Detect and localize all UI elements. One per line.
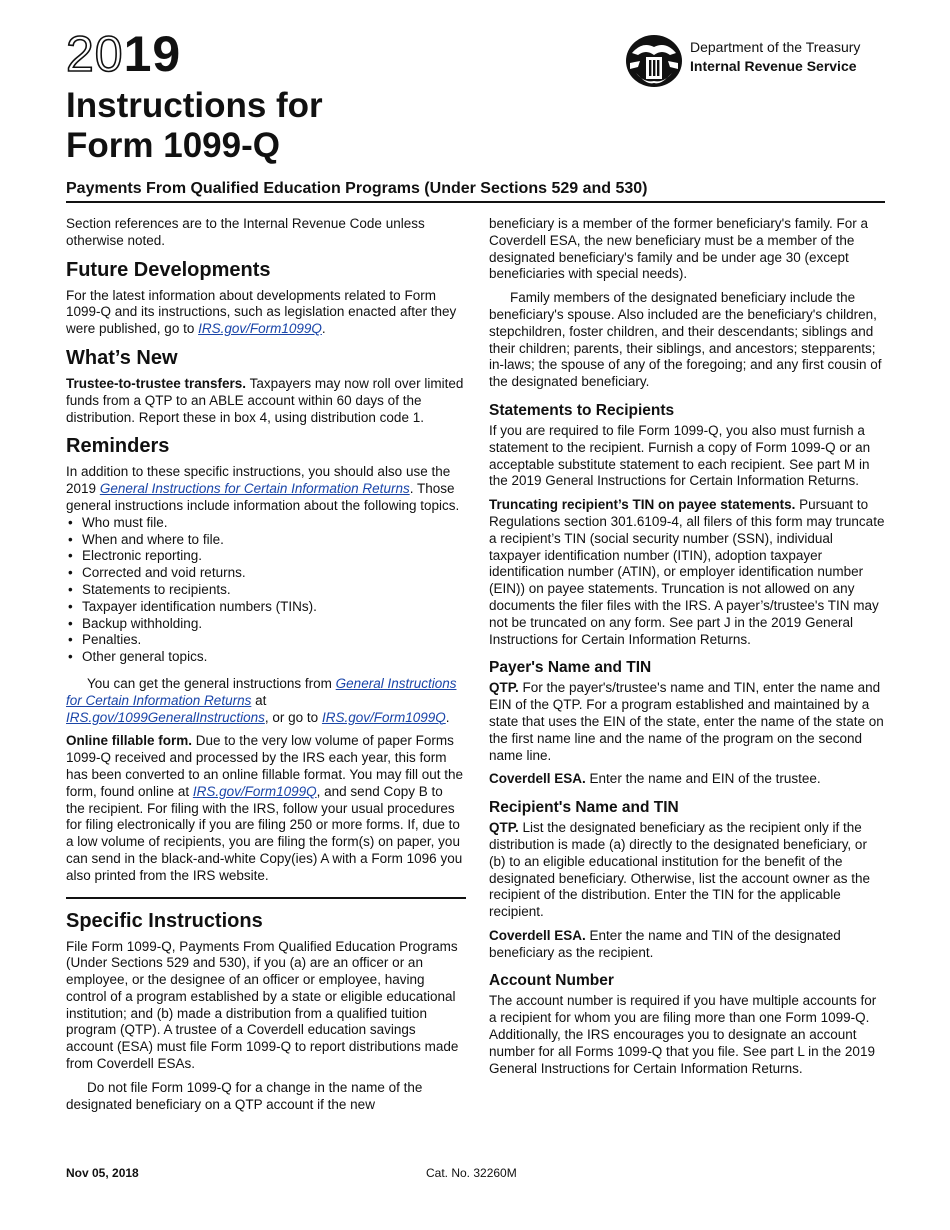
list-item: • Statements to recipients. [66,582,464,599]
truncating-lead: Truncating recipient’s TIN on payee statements. [489,497,796,513]
account-number-paragraph: The account number is required if you have multiple accounts for a recipient for whom you are filing more than one Form 1099-Q. Additionally, the IRS encourages you to designate an account number for all Forms 1099-Q that you file. See part L in the 2019 General Instructions for Certain Information Returns. [489,993,877,1076]
general-text-3: , or go to [264,709,319,725]
specific-instructions-paragraph: File Form 1099-Q, Payments From Qualified Education Programs (Under Sections 529 and 530), if you (a) are an officer or an employee, or the designee of an officer or employee, having control of a program established by a state or eligible educational institution; and (b) made a distribution from a qualified tuition program (QTP). A trustee of a Coverdell education savings account (ESA) must file Form 1099-Q to report distributions made from Coverdell ESAs. [66,938,459,1072]
reminders-text-2: . Those general instructions include information about the following topics. [66,481,460,513]
agency-block [624,33,914,89]
list-item: • Who must file. [66,515,464,532]
list-item: • Backup withholding. [66,616,464,633]
future-text: For the latest information about developments related to Form 1099-Q and its instructions, such as legislation enacted after they were published, go to [66,287,457,337]
online-fillable-paragraph [66,733,464,884]
reminders-text-1: In addition to these specific instructions, you should also use the 2019 [66,464,451,497]
fillable-lead: Online fillable form. [66,733,193,749]
payer-esa-paragraph [489,771,887,788]
whats-new-lead: Trustee-to-trustee transfers. [66,375,247,391]
general-text-1: You can get the general instructions from [87,675,332,691]
payer-qtp-paragraph [489,680,887,764]
footer-catalog-number: Cat. No. 32260M [426,1166,517,1180]
fillable-text-2: , and send Copy B to the recipient. For filing with the IRS, follow your usual procedures for filing electronically if you are filing 250 or more forms. If, due to a low volume of recipients, you are filing the form(s) on paper, you can send in the black-and-white Copy(ies) A with a Form 1096 you also printed from the IRS website. [66,783,463,883]
whats-new-heading: What’s New [66,346,178,369]
recipient-qtp-text: List the designated beneficiary as the recipient only if the distribution is made (a) directly to the designated beneficiary, or (b) to an eligible educational institution for the benefit of the designated beneficiary. Otherwise, list the account owner as the recipient of the distribution. Enter the TIN for the applicable recipient. [489,820,870,920]
specific-instructions-heading: Specific Instructions [66,897,466,933]
recipient-esa-paragraph [489,928,887,962]
header-divider [66,201,885,203]
footer-date: Nov 05, 2018 [66,1166,139,1180]
statements-heading: Statements to Recipients [489,401,675,419]
right-column [489,216,887,1084]
truncating-paragraph [489,497,887,648]
recipient-heading: Recipient's Name and TIN [489,799,679,817]
recipient-qtp-paragraph [489,820,887,921]
intro-paragraph: Section references are to the Internal Revenue Code unless otherwise noted. [66,216,425,248]
irs-eagle-logo-icon [624,33,684,89]
page-title [66,86,323,166]
left-column [66,216,464,1120]
payer-qtp-lead: QTP. [489,680,519,696]
list-item: • Other general topics. [66,649,464,666]
payer-esa-text: Enter the name and EIN of the trustee. [589,771,821,787]
general-link-2[interactable]: IRS.gov/1099GeneralInstructions [66,709,265,725]
list-item: • Electronic reporting. [66,548,464,565]
whats-new-text: Taxpayers may now roll over limited funds from a QTP to an ABLE account within 60 days of the distribution. Report these in box 4, using distribution code 1. [66,375,464,425]
year-outline-digits: 20 [66,26,124,82]
account-number-heading: Account Number [489,972,614,990]
recipient-qtp-lead: QTP. [489,820,519,836]
payer-heading: Payer's Name and TIN [489,659,652,677]
fillable-text-1: Due to the very low volume of paper Forms 1099-Q received and processed by the IRS each year, this form has been converted to an online fillable format. You may fill out the form, found online at [66,733,464,799]
do-not-file-paragraph: Do not file Form 1099-Q for a change in the name of the designated beneficiary on a QTP account if the new [66,1079,423,1112]
whats-new-paragraph [66,376,464,426]
family-members-paragraph: Family members of the designated beneficiary include the beneficiary's spouse. Also included are the beneficiary's children, stepchildren, foster children, and their descendants; siblings and their children; parents, their siblings, and ancestors; stepparents; in-laws; the spouse of any of the foregoing; and any first cousin of the designated beneficiary. [489,290,882,390]
beneficiary-continued-paragraph: beneficiary is a member of the former beneficiary's family. For a Coverdell ESA, the new beneficiary must be a member of the designated beneficiary's family and be under age 30 (except beneficiaries with special needs). [489,216,868,282]
reminders-paragraph [66,464,464,514]
truncating-text: Pursuant to Regulations section 301.6109-4, all filers of this form may truncate a recipient’s TIN (social security number (SSN), individual taxpayer identification number (ITIN), adoption taxpayer identification number (ATIN), or employer identification number (EIN)) on payee statements. Truncation is not allowed on any documents the filer files with the IRS. A payer’s/trustee's TIN may not be truncated on any form. See part J in the 2019 General Instructions for Certain Information Returns. [489,497,885,647]
list-item: • Taxpayer identification numbers (TINs). [66,599,464,616]
general-link-3[interactable]: IRS.gov/Form1099Q [321,709,446,725]
agency-irs: Internal Revenue Service [690,58,857,74]
list-item: • Penalties. [66,632,464,649]
topics-list [66,515,464,666]
page-subtitle: Payments From Qualified Education Programs (Under Sections 529 and 530) [66,180,648,197]
form-year [66,28,181,80]
future-developments-paragraph: For the latest information about developments related to Form 1099-Q and its instructions, such as legislation enacted after they were published, go to IRS.gov/Form1099Q. [66,287,457,337]
general-text-2: at [255,692,267,708]
list-item: • Corrected and void returns. [66,565,464,582]
general-instructions-paragraph: You can get the general instructions from General Instructions for Certain Information Returns at IRS.gov/1099GeneralInstructions, or go to IRS.gov/Form1099Q. [66,675,457,725]
payer-esa-lead: Coverdell ESA. [489,771,586,787]
title-line-1: Instructions for [66,86,323,125]
fillable-link[interactable]: IRS.gov/Form1099Q [192,783,317,799]
payer-qtp-text: For the payer's/trustee's name and TIN, enter the name and EIN of the QTP. For a program established and maintained by a state that uses the EIN of the state, enter the name of the state on the first name line and the name of the program on the second name line. [489,680,884,763]
recipient-esa-lead: Coverdell ESA. [489,927,586,943]
reminders-heading: Reminders [66,435,170,458]
title-line-2: Form 1099-Q [66,126,280,165]
general-link-1[interactable]: General Instructions for Certain Information Returns [66,675,457,708]
future-link[interactable]: IRS.gov/Form1099Q [198,321,322,337]
list-item: • When and where to file. [66,532,464,549]
future-developments-heading: Future Developments [66,258,271,281]
year-bold-digits: 19 [123,26,182,82]
statements-paragraph: If you are required to file Form 1099-Q, you also must furnish a statement to the recipient. Furnish a copy of Form 1099-Q or an acceptable substitute statement to each recipient. See part M in the 2019 General Instructions for Certain Information Returns. [489,422,871,489]
recipient-esa-text: Enter the name and TIN of the designated beneficiary as the recipient. [489,927,841,960]
agency-department: Department of the Treasury [690,39,861,55]
reminders-link[interactable]: General Instructions for Certain Information Returns [99,481,410,497]
